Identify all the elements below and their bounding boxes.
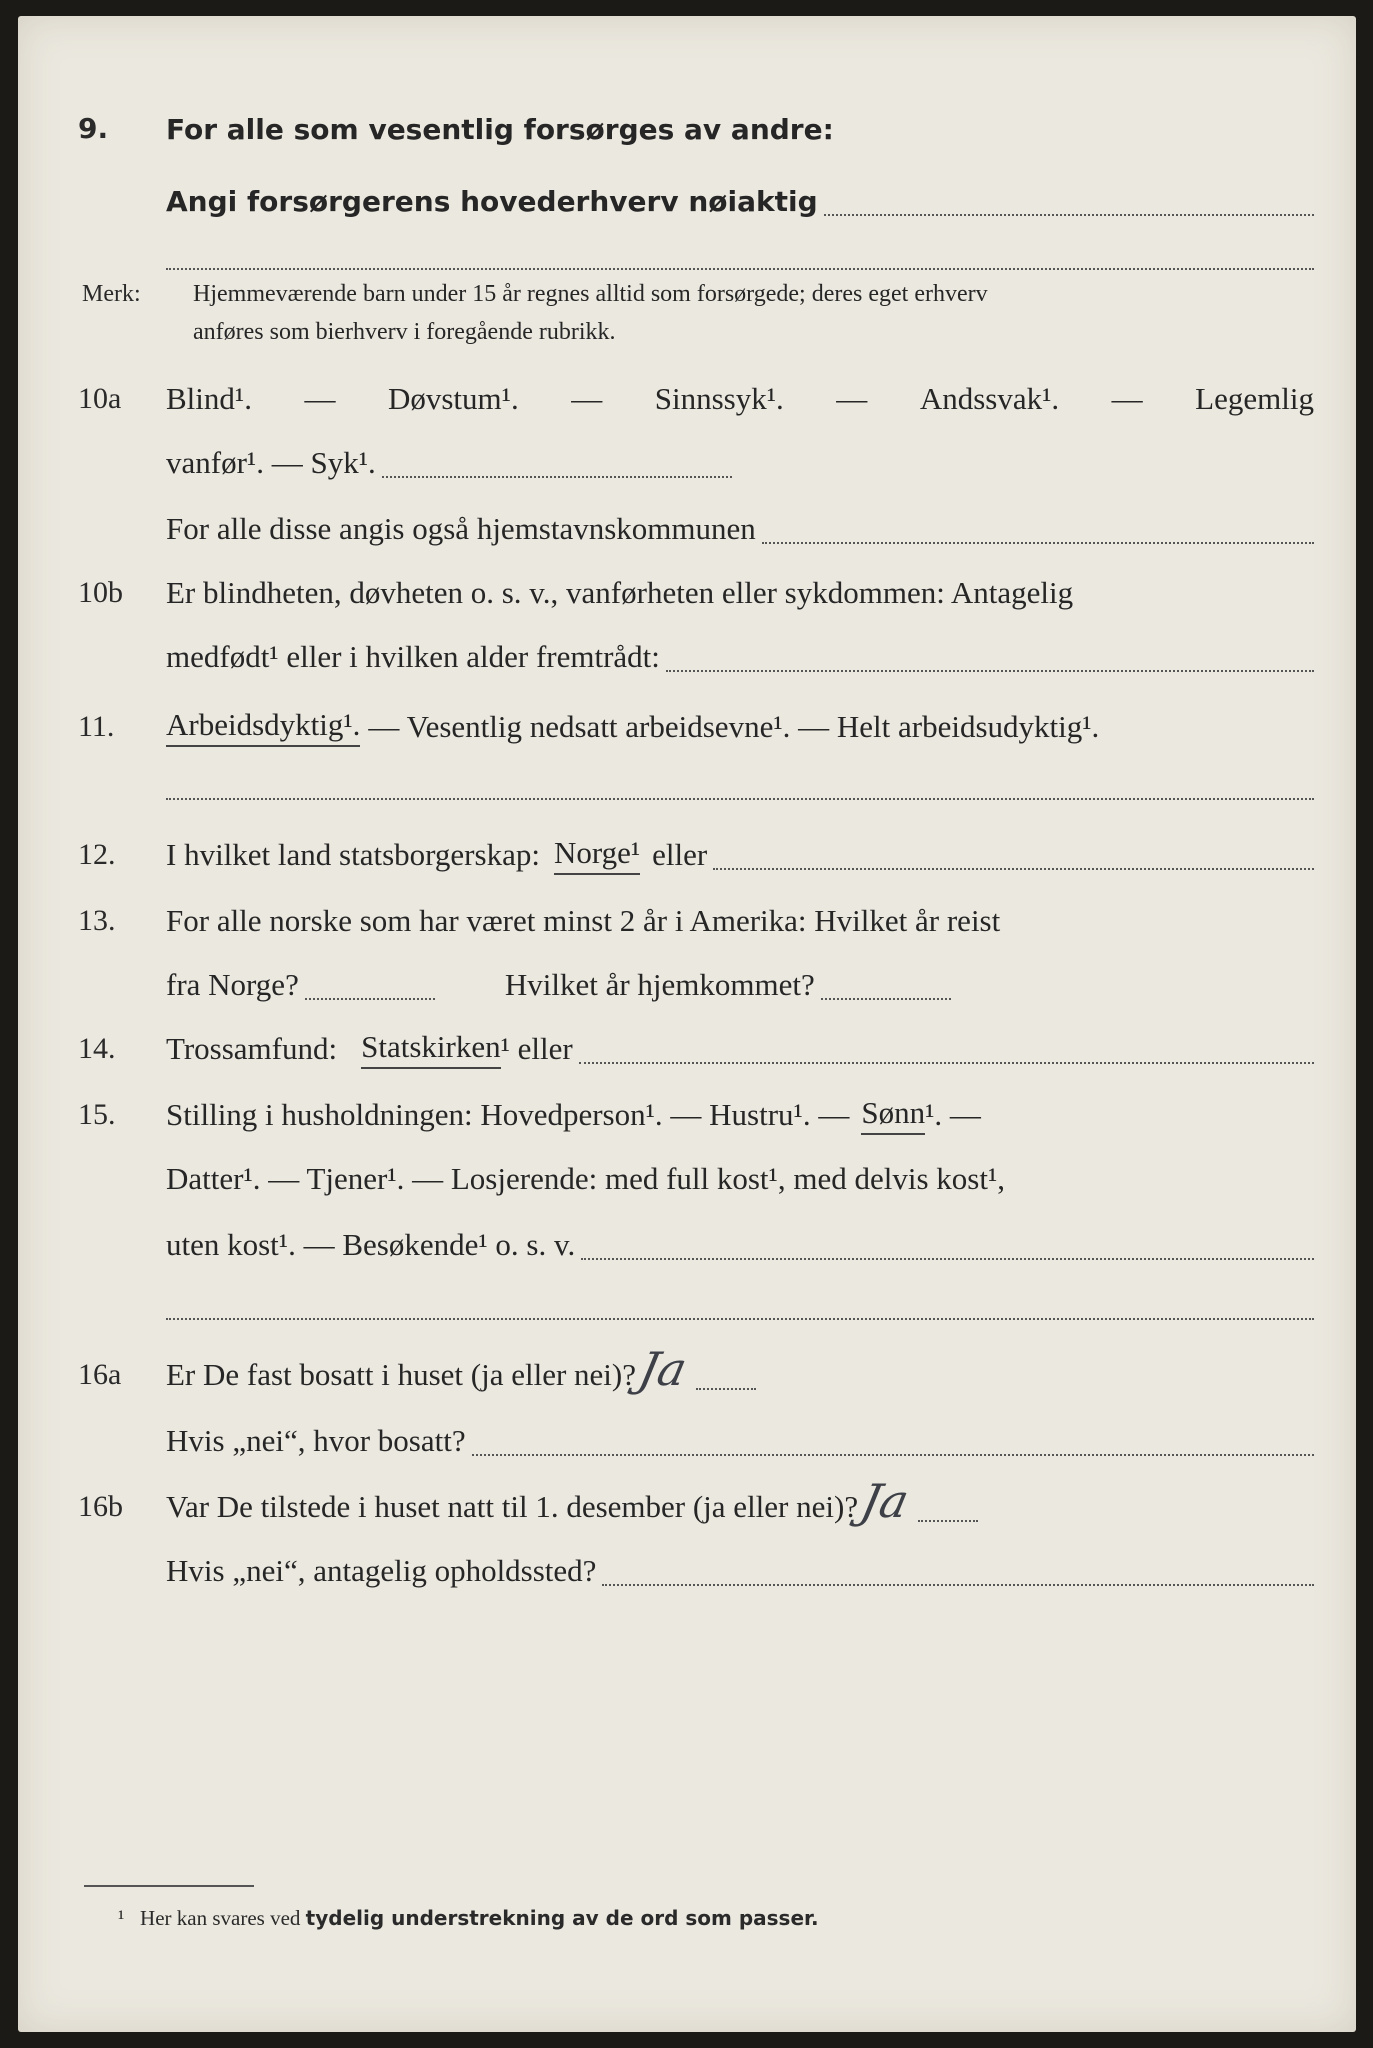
q14-other-field[interactable]	[579, 1062, 1314, 1064]
q10b-row	[18, 564, 1356, 622]
q12-other-country-field[interactable]	[713, 868, 1314, 870]
q10a-option-legemlig[interactable]: Legemlig	[1195, 381, 1314, 416]
q16a-bosatt-label: Hvis „nei“, hvor bosatt?	[166, 1423, 466, 1458]
q16b-number: 16b	[78, 1490, 123, 1523]
q10a-row3	[18, 500, 1356, 558]
q14-number: 14.	[78, 1032, 116, 1065]
q13-line2	[166, 956, 1314, 1014]
q10a-vanfor-syk[interactable]: vanfør¹. — Syk¹.	[166, 445, 376, 480]
q15-other-field[interactable]	[581, 1258, 1314, 1260]
q15-row3	[18, 1216, 1356, 1274]
q10b-medfodt-label: medfødt¹ eller i hvilken alder fremtrådt:	[166, 639, 660, 674]
q16a-number: 16a	[78, 1358, 122, 1391]
q13-row2	[18, 956, 1356, 1014]
q16b-opholdssted-label: Hvis „nei“, antagelig opholdssted?	[166, 1553, 597, 1588]
q10a-option-blind[interactable]: Blind¹.	[166, 381, 252, 416]
q15-line2	[166, 1150, 1314, 1208]
q16a-row2	[18, 1412, 1356, 1470]
q13-line1	[166, 892, 1314, 950]
q10a-syk-field[interactable]	[382, 476, 732, 478]
q9-line1: For alle som vesentlig forsørges av andre:	[166, 112, 834, 146]
q10a-dash: —	[1111, 381, 1143, 416]
q16b-line2	[166, 1542, 1314, 1600]
q16a-handwritten-answer[interactable]: Ja	[634, 1342, 692, 1396]
q9-answer-field[interactable]	[824, 214, 1314, 216]
q15-blank-row	[18, 1280, 1356, 1338]
q14-prefix: Trossamfund:	[166, 1031, 338, 1066]
q15-row	[18, 1086, 1356, 1144]
q15-number: 15.	[78, 1098, 116, 1131]
q16b-handwritten-answer[interactable]: Ja	[856, 1474, 914, 1528]
footnote-divider	[84, 1885, 254, 1887]
q13-reist-label: fra Norge?	[166, 967, 299, 1002]
q9-line2: Angi forsørgerens hovederhverv nøiaktig	[166, 184, 818, 218]
q16b-question: Var De tilstede i huset natt til 1. desember (ja eller nei)?	[166, 1489, 859, 1524]
q10a-option-sinnssyk[interactable]: Sinnssyk¹.	[654, 381, 784, 416]
q14-selected-statskirken[interactable]: Statskirken	[361, 1029, 501, 1069]
q16a-line2	[166, 1412, 1314, 1470]
q11-selected-arbeidsdyktig[interactable]: Arbeidsdyktig¹.	[166, 707, 360, 747]
q11-blank-row	[18, 760, 1356, 818]
q10b-line2	[166, 628, 1314, 686]
q11-line	[166, 698, 1314, 756]
q16a-question: Er De fast bosatt i huset (ja eller nei)?	[166, 1357, 636, 1392]
q15-selected-sonn[interactable]: Sønn	[861, 1095, 925, 1135]
q16b-line1	[166, 1474, 1314, 1536]
q13-text: For alle norske som har været minst 2 år i Amerika: Hvilket år reist	[166, 903, 1001, 938]
q10b-text: Er blindheten, døvheten o. s. v., vanførheten eller sykdommen: Antagelig	[166, 575, 1074, 610]
q13-reist-field[interactable]	[305, 998, 435, 1000]
census-form-page	[18, 16, 1356, 2032]
q15-line1-suffix: ¹. —	[925, 1097, 981, 1132]
q13-number: 13.	[78, 904, 116, 937]
q10b-answer-field[interactable]	[666, 670, 1314, 672]
q12-line	[166, 826, 1314, 884]
q9-extra-answer-field[interactable]	[166, 268, 1314, 270]
q12-row	[18, 826, 1356, 884]
q16a-row	[18, 1342, 1356, 1404]
q9-line2-container	[166, 172, 1314, 230]
footnote-bold-text: tydelig understrekning av de ord som passer.	[305, 1906, 819, 1930]
q13-row	[18, 892, 1356, 950]
q10a-line2	[166, 434, 1314, 492]
footnote	[118, 1906, 819, 1931]
q12-number: 12.	[78, 838, 116, 871]
q15-line3	[166, 1216, 1314, 1274]
q16b-opholdssted-field[interactable]	[602, 1584, 1314, 1586]
q14-suffix: ¹ eller	[500, 1031, 573, 1066]
q15-row2	[18, 1150, 1356, 1208]
q10a-option-dovstum[interactable]: Døvstum¹.	[387, 381, 519, 416]
q13-hjemkommet-label: Hvilket år hjemkommet?	[504, 967, 815, 1002]
merk-line2: anføres som bierhverv i foregående rubrikk.	[193, 318, 616, 345]
q15-extra-field[interactable]	[166, 1318, 1314, 1320]
q16a-bosatt-field[interactable]	[472, 1454, 1314, 1456]
q10a-dash: —	[304, 381, 336, 416]
q10b-row2	[18, 628, 1356, 686]
q11-number: 11.	[78, 710, 115, 743]
merk-line2-container	[193, 312, 1314, 352]
q11-row	[18, 698, 1356, 756]
merk-label: Merk:	[82, 281, 141, 307]
q14-row	[18, 1020, 1356, 1078]
q10a-hjemstavn-field[interactable]	[762, 542, 1314, 544]
q10a-hjemstavn-label: For alle disse angis også hjemstavnskommunen	[166, 511, 756, 546]
q16a-line1	[166, 1342, 1314, 1404]
q16b-row2	[18, 1542, 1356, 1600]
q11-extra-field[interactable]	[166, 798, 1314, 800]
q10b-line1	[166, 564, 1314, 622]
footnote-mark: ¹	[118, 1906, 125, 1930]
q9-row2	[18, 172, 1356, 230]
q9-title	[166, 100, 1314, 158]
q9-row	[18, 100, 1356, 158]
q12-prefix: I hvilket land statsborgerskap:	[166, 837, 540, 872]
q15-line1-prefix[interactable]: Stilling i husholdningen: Hovedperson¹. — Hustru¹. —	[166, 1097, 850, 1132]
q10a-option-andssvak[interactable]: Andssvak¹.	[919, 381, 1060, 416]
q14-line	[166, 1020, 1314, 1078]
q10a-row	[18, 370, 1356, 428]
merk-row	[18, 274, 1356, 314]
q15-line2-options[interactable]: Datter¹. — Tjener¹. — Losjerende: med full kost¹, med delvis kost¹,	[166, 1161, 1005, 1196]
q10a-line3	[166, 500, 1314, 558]
q15-line3-options[interactable]: uten kost¹. — Besøkende¹ o. s. v.	[166, 1227, 576, 1262]
merk-line1-container	[193, 274, 1314, 314]
q15-line1	[166, 1086, 1314, 1144]
footnote-plain-text: Her kan svares ved	[140, 1906, 301, 1930]
q13-hjemkommet-field[interactable]	[821, 998, 951, 1000]
q10a-dash: —	[571, 381, 603, 416]
q10a-number: 10a	[78, 382, 122, 415]
q10a-line1	[166, 370, 1314, 428]
merk-row2	[18, 312, 1356, 352]
q12-suffix: eller	[652, 837, 708, 872]
q10a-dash: —	[836, 381, 868, 416]
merk-line1: Hjemmeværende barn under 15 år regnes alltid som forsørgede; deres eget erhverv	[193, 280, 988, 307]
q9-number: 9.	[78, 112, 109, 145]
q11-other-options[interactable]: — Vesentlig nedsatt arbeidsevne¹. — Helt arbeidsudyktig¹.	[368, 709, 1100, 744]
q10a-row2	[18, 434, 1356, 492]
q10b-number: 10b	[78, 576, 123, 609]
q12-selected-norge[interactable]: Norge¹	[554, 835, 640, 875]
q16b-answer-field[interactable]	[918, 1520, 978, 1522]
q16b-row	[18, 1474, 1356, 1536]
q16a-answer-field[interactable]	[696, 1388, 756, 1390]
